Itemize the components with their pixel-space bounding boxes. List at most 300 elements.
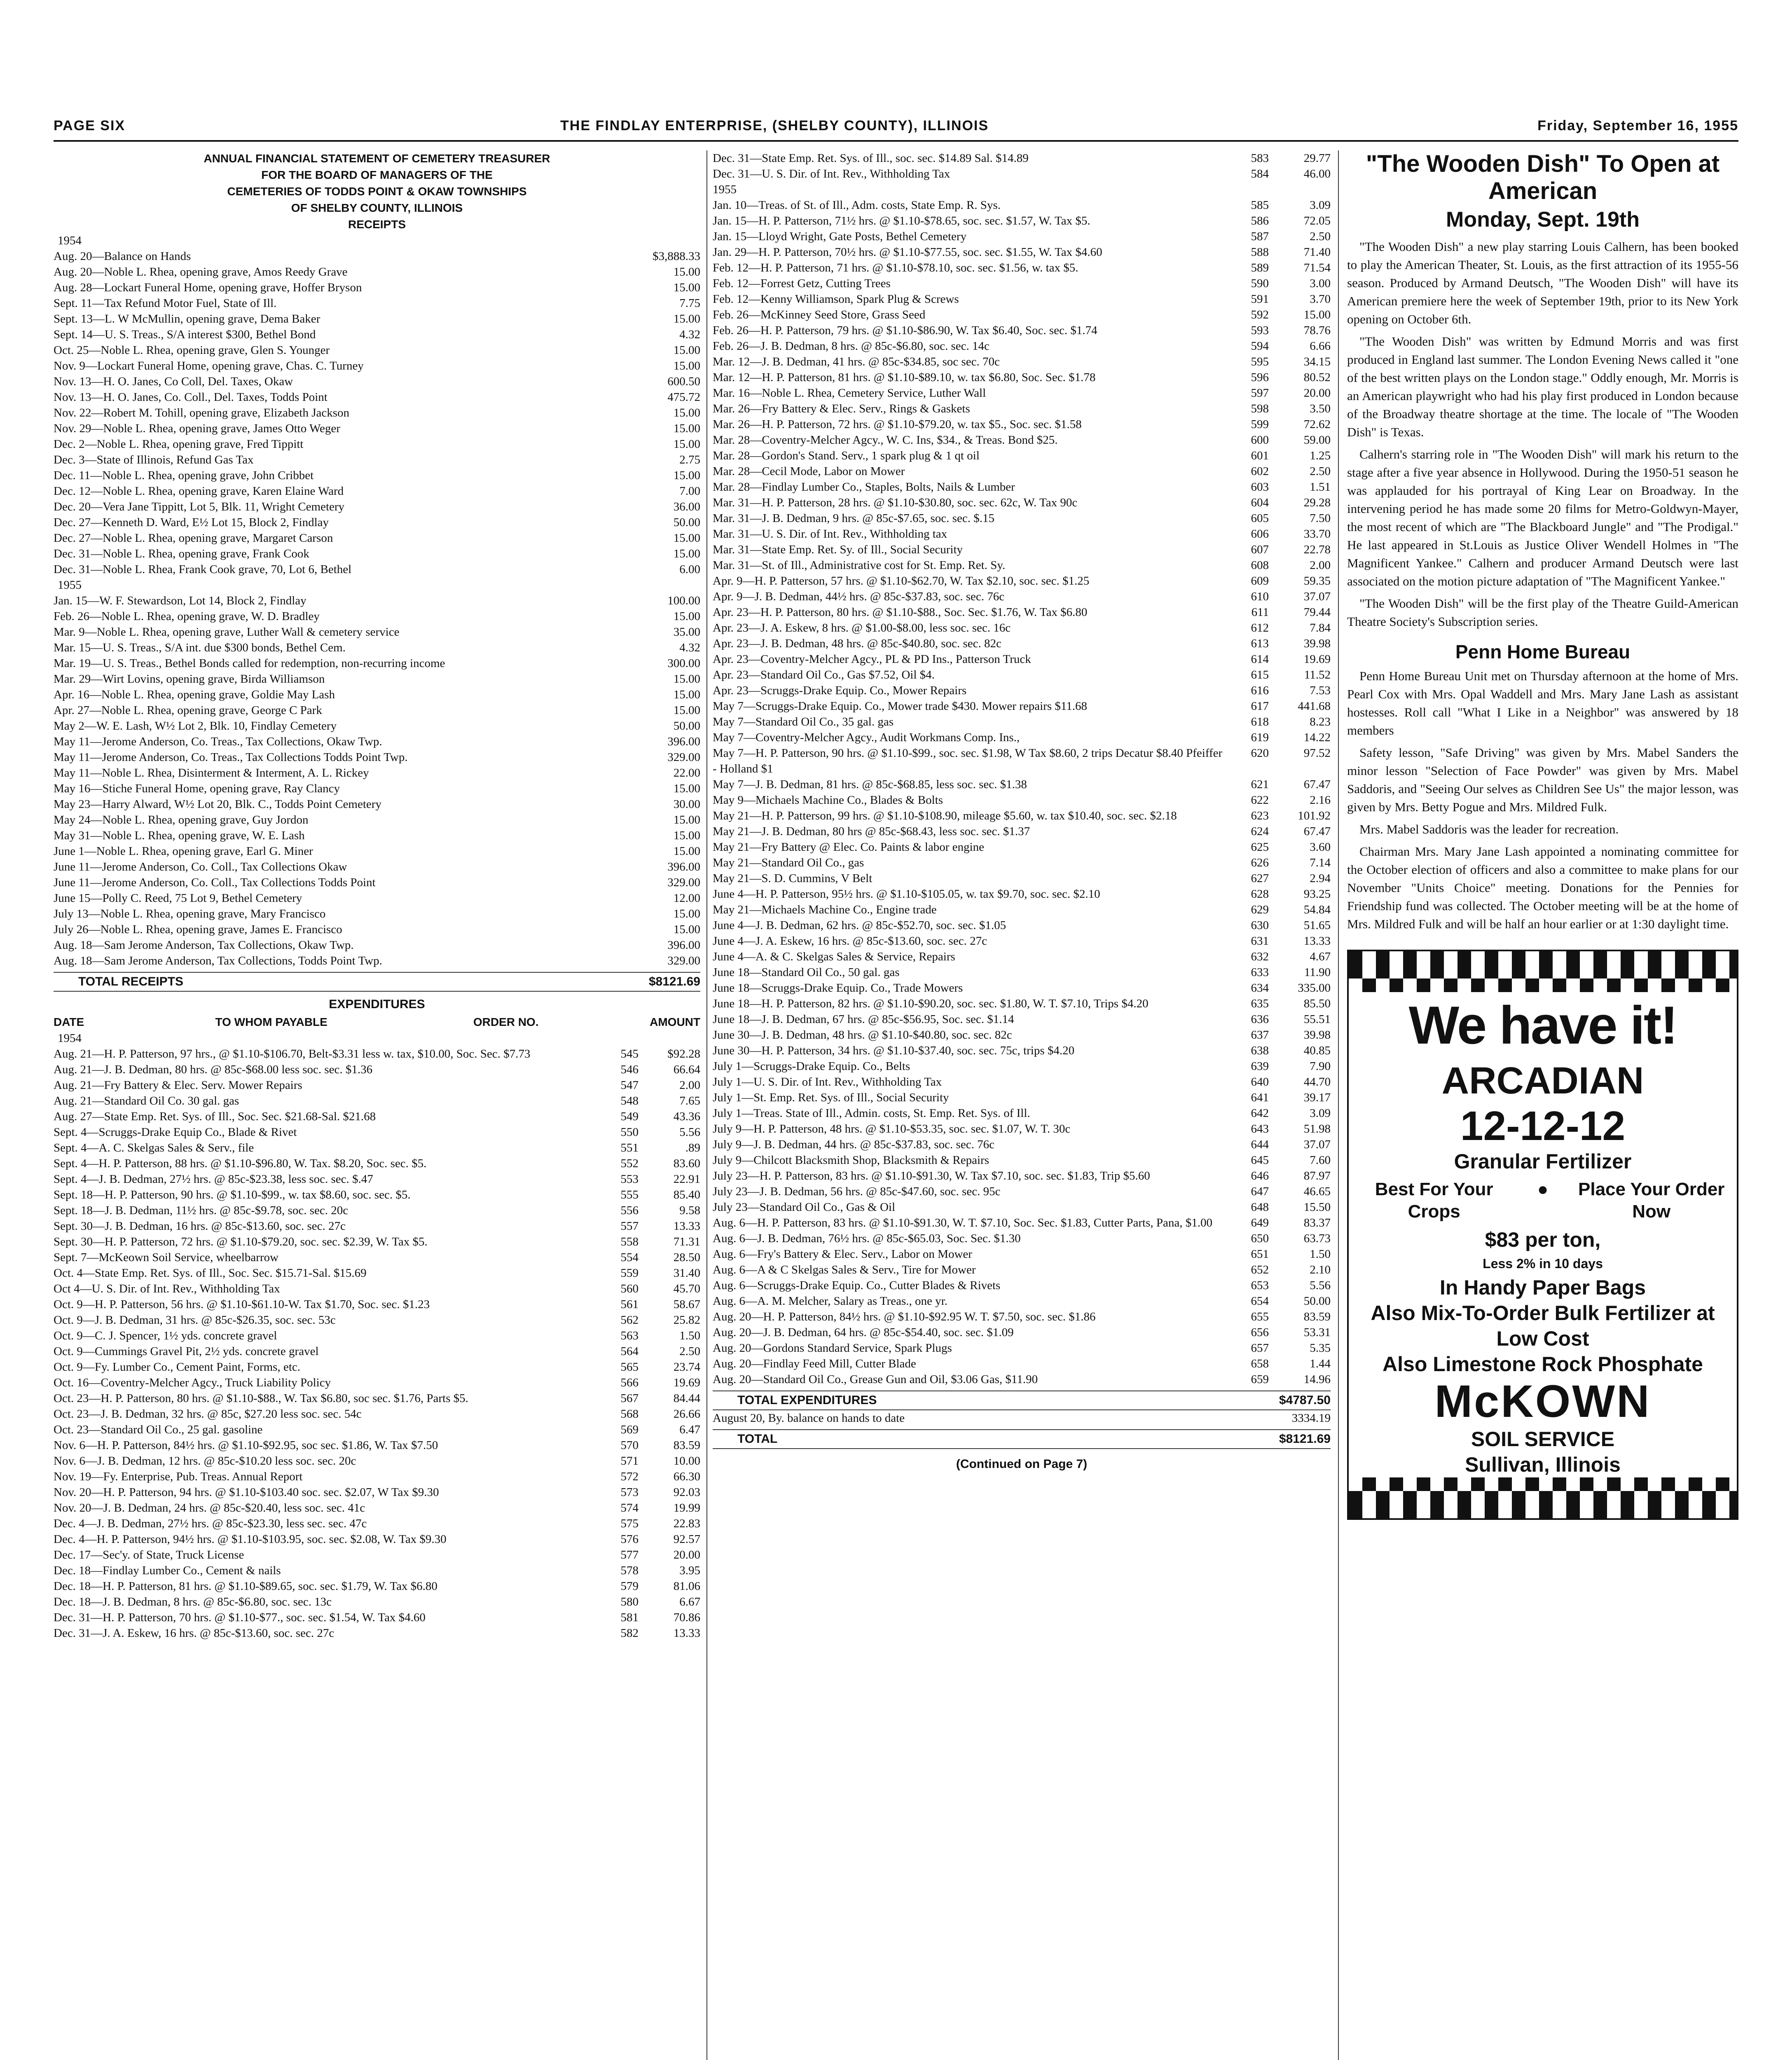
ledger-entry: Apr. 9—J. B. Dedman, 44½ hrs. @ 85c-$37.83, soc. sec. 76c <box>713 590 1005 603</box>
receipts-heading: RECEIPTS <box>348 218 406 231</box>
order-number: 610 <box>1251 590 1269 603</box>
amount: 40.85 <box>1303 1044 1331 1057</box>
ledger-entry: Sept. 7—McKeown Soil Service, wheelbarrow <box>54 1251 279 1264</box>
ledger-entry: Mar. 12—H. P. Patterson, 81 hrs. @ $1.10-$89.10, w. tax $6.80, Soc. Sec. $1.78 <box>713 371 1096 384</box>
ledger-entry: Nov. 9—Lockart Funeral Home, opening grave, Chas. C. Turney <box>54 359 364 372</box>
ledger-entry: Aug. 6—H. P. Patterson, 83 hrs. @ $1.10-$91.30, W. T. $7.10, Soc. Sec. $1.83, Cutter Parts, Pana, $1.00 <box>713 1216 1212 1229</box>
amount: 7.90 <box>1310 1060 1331 1073</box>
amount: 50.00 <box>673 516 700 529</box>
ledger-row <box>54 1437 700 1453</box>
amount: 25.82 <box>673 1313 700 1327</box>
order-number: 614 <box>1251 653 1269 666</box>
ledger-entry: July 1—Scruggs-Drake Equip. Co., Belts <box>713 1060 910 1073</box>
ledger-row <box>713 182 1331 197</box>
ledger-entry: June 1—Noble L. Rhea, opening grave, Earl G. Miner <box>54 845 313 858</box>
ledger-row <box>54 1077 700 1093</box>
ledger-row <box>713 651 1331 667</box>
order-number: 578 <box>620 1564 639 1577</box>
amount: 84.44 <box>673 1392 700 1405</box>
ledger-row <box>713 683 1331 698</box>
order-number: 608 <box>1251 559 1269 572</box>
amount: 83.59 <box>673 1439 700 1452</box>
year-label: 1955 <box>58 578 82 592</box>
ledger-row <box>54 749 700 765</box>
amount: 7.84 <box>1310 621 1331 634</box>
ledger-row <box>713 1074 1331 1090</box>
expenditures-list-1 <box>54 1046 700 1641</box>
ledger-row <box>713 197 1331 213</box>
ledger-entry: Oct. 9—J. B. Dedman, 31 hrs. @ 85c-$26.35, soc. sec. 53c <box>54 1313 336 1327</box>
amount: 15.00 <box>673 813 700 826</box>
ledger-entry: Nov. 20—J. B. Dedman, 24 hrs. @ 85c-$20.40, less soc. sec. 41c <box>54 1501 365 1515</box>
ledger-row <box>54 342 700 358</box>
amount: 475.72 <box>667 391 700 404</box>
order-number: 630 <box>1251 919 1269 932</box>
article-headline: Penn Home Bureau <box>1455 641 1631 662</box>
ledger-row <box>713 1356 1331 1372</box>
amount: 2.50 <box>679 1345 700 1358</box>
amount: 63.73 <box>1303 1232 1331 1245</box>
ledger-row <box>713 777 1331 792</box>
ledger-row <box>713 401 1331 417</box>
ledger-row <box>54 1469 700 1484</box>
order-number: 627 <box>1251 872 1269 885</box>
amount: 2.16 <box>1310 794 1331 807</box>
amount: 6.47 <box>679 1423 700 1436</box>
ledger-entry: May 21—Fry Battery @ Elec. Co. Paints & labor engine <box>713 840 984 854</box>
ledger-entry: Sept. 4—H. P. Patterson, 88 hrs. @ $1.10-$96.80, W. Tax. $8.20, Soc. sec. $5. <box>54 1157 427 1170</box>
amount: 85.40 <box>673 1188 700 1201</box>
ledger-row <box>713 354 1331 370</box>
ledger-entry: Feb. 26—J. B. Dedman, 8 hrs. @ 85c-$6.80, soc. sec. 14c <box>713 339 990 353</box>
order-number <box>1224 182 1269 197</box>
ledger-entry: May 7—Standard Oil Co., 35 gal. gas <box>713 715 894 728</box>
ledger-row <box>54 1516 700 1531</box>
ledger-entry: Apr. 23—H. P. Patterson, 80 hrs. @ $1.10-$88., Soc. Sec. $1.76, W. Tax $6.80 <box>713 606 1088 619</box>
order-number: 607 <box>1251 543 1269 556</box>
ledger-row <box>54 1171 700 1187</box>
amount: 15.00 <box>673 344 700 357</box>
ledger-entry: Sept. 18—J. B. Dedman, 11½ hrs. @ 85c-$9.78, soc. sec. 20c <box>54 1204 349 1217</box>
ledger-row <box>54 1359 700 1375</box>
amount: 72.05 <box>1303 214 1331 227</box>
ledger-entry: Dec. 2—Noble L. Rhea, opening grave, Fred Tippitt <box>54 438 304 451</box>
ledger-entry: Jan. 15—H. P. Patterson, 71½ hrs. @ $1.10-$78.65, soc. sec. $1.57, W. Tax $5. <box>713 214 1090 227</box>
bullet-icon: ● <box>1537 1179 1549 1199</box>
amount: 396.00 <box>667 939 700 952</box>
amount: 71.54 <box>1303 261 1331 274</box>
ledger-entry: Apr. 23—J. B. Dedman, 48 hrs. @ 85c-$40.80, soc. sec. 82c <box>713 637 1001 650</box>
order-number: 612 <box>1251 621 1269 634</box>
ledger-row <box>713 510 1331 526</box>
order-number: 592 <box>1251 308 1269 321</box>
ledger-entry: Apr. 23—Coventry-Melcher Agcy., PL & PD Ins., Patterson Truck <box>713 653 1031 666</box>
statement-title-line: FOR THE BOARD OF MANAGERS OF THE <box>261 169 493 181</box>
ledger-row <box>713 620 1331 636</box>
ledger-row <box>54 1062 700 1077</box>
order-number: 655 <box>1251 1310 1269 1323</box>
ledger-row <box>54 1203 700 1218</box>
amount: 80.52 <box>1303 371 1331 384</box>
ledger-entry: Nov. 13—H. O. Janes, Co Coll, Del. Taxes, Okaw <box>54 375 293 388</box>
ledger-entry: Dec. 31—Noble L. Rhea, Frank Cook grave, 70, Lot 6, Bethel <box>54 563 352 576</box>
ledger-row <box>54 1610 700 1625</box>
order-number: 554 <box>620 1251 639 1264</box>
order-number: 649 <box>1251 1216 1269 1229</box>
amount: 3.70 <box>1310 293 1331 306</box>
order-number: 638 <box>1251 1044 1269 1057</box>
amount: 43.36 <box>673 1110 700 1123</box>
order-number: 551 <box>620 1141 639 1154</box>
ledger-entry: June 18—J. B. Dedman, 67 hrs. @ 85c-$56.95, Soc. sec. $1.14 <box>713 1013 1014 1026</box>
ledger-entry: Dec. 12—Noble L. Rhea, opening grave, Karen Elaine Ward <box>54 485 344 498</box>
amount: 78.76 <box>1303 324 1331 337</box>
total-expenditures-value: $4787.50 <box>1279 1393 1331 1407</box>
ledger-entry: Oct. 16—Coventry-Melcher Agcy., Truck Liability Policy <box>54 1376 331 1389</box>
order-number: 640 <box>1251 1075 1269 1089</box>
column-header: AMOUNT <box>650 1016 700 1028</box>
order-number: 599 <box>1251 418 1269 431</box>
column-header: TO WHOM PAYABLE <box>215 1016 328 1028</box>
ledger-entry: May 11—Noble L. Rhea, Disinterment & Interment, A. L. Rickey <box>54 766 369 780</box>
ledger-row <box>54 1109 700 1124</box>
amount: 9.58 <box>679 1204 700 1217</box>
amount: 4.32 <box>679 328 700 341</box>
ledger-row <box>54 812 700 828</box>
article-paragraph: Safety lesson, "Safe Driving" was given by Mrs. Mabel Sanders the minor lesson "Selection of Face Powder" was given by Mrs. Mabel Saddoris, and "Seeing Our selves as Children See Us" the major lesson, was given by Mrs. Betty Pogue and Mrs. Mildred Fulk. <box>1347 745 1738 814</box>
ledger-row <box>713 871 1331 886</box>
ledger-row <box>54 1234 700 1250</box>
ledger-entry: Apr. 23—Standard Oil Co., Gas $7.52, Oil $4. <box>713 668 935 681</box>
ledger-row <box>54 1375 700 1390</box>
ledger-row <box>713 1152 1331 1168</box>
article-paragraph: "The Wooden Dish" will be the first play of the Theatre Guild-American Theatre Society's Subscription series. <box>1347 596 1738 629</box>
news-column <box>1347 150 1738 1520</box>
order-number: 574 <box>620 1501 639 1515</box>
article-paragraph: Calhern's starring role in "The Wooden Dish" will mark his return to the stage after a five year absence in Hollywood. During the 1950-51 season he was applauded for his portrayal of King Lear on Broadway. In the intervening period he has made some 20 films for Metro-Goldwyn-Mayer, the most recent of which are "The Blackboard Jungle" and "The Prodigal." He last appeared in St.Louis as Justice Oliver Wendell Holmes in "The Magnificent Yankee." Calhern and producer Armand Deutsch were last associated on the motion picture adaptation of "The Magnificent Yankee." <box>1347 447 1738 588</box>
ledger-entry: Dec. 20—Vera Jane Tippitt, Lot 5, Blk. 11, Wright Cemetery <box>54 500 345 513</box>
order-number: 591 <box>1251 293 1269 306</box>
amount: 8.23 <box>1310 715 1331 728</box>
ledger-row <box>713 1011 1331 1027</box>
amount: 2.50 <box>1310 230 1331 243</box>
ledger-entry: Aug. 20—Gordons Standard Service, Spark Plugs <box>713 1341 952 1355</box>
ledger-entry: 1955 <box>713 183 737 196</box>
amount: 335.00 <box>1298 981 1331 995</box>
article-wooden-dish <box>1347 150 1738 631</box>
ledger-row <box>54 1140 700 1156</box>
amount: 100.00 <box>667 594 700 607</box>
order-number: 647 <box>1251 1185 1269 1198</box>
ledger-entry: Aug. 20—Noble L. Rhea, opening grave, Amos Reedy Grave <box>54 265 348 279</box>
ledger-row <box>713 150 1331 166</box>
ledger-row <box>54 1500 700 1516</box>
statement-title-line: CEMETERIES OF TODDS POINT & OKAW TOWNSHIPS <box>227 185 527 198</box>
amount: 92.57 <box>673 1533 700 1546</box>
article-paragraph: Chairman Mrs. Mary Jane Lash appointed a nominating committee for the October election of officers and also a committee to make plans for our November "Units Choice" meeting. Donations for the Pennies for Friendship fund was collected. The October meeting will be at the home of Mrs. Mildred Fulk and will be half an hour earlier or at 1:30 daylight time. <box>1347 844 1738 931</box>
ledger-row <box>54 1578 700 1594</box>
amount: 329.00 <box>667 751 700 764</box>
ledger-row <box>713 1168 1331 1184</box>
checker-border <box>1349 951 1737 978</box>
ledger-row <box>54 1093 700 1109</box>
ledger-row <box>713 244 1331 260</box>
ledger-entry: Mar. 31—J. B. Dedman, 9 hrs. @ 85c-$7.65, soc. sec. $.15 <box>713 512 994 525</box>
order-number: 653 <box>1251 1279 1269 1292</box>
order-number: 598 <box>1251 402 1269 415</box>
ledger-entry: Mar. 12—J. B. Dedman, 41 hrs. @ 85c-$34.85, soc sec. 70c <box>713 355 1000 368</box>
ledger-row <box>713 1090 1331 1105</box>
amount <box>1269 182 1331 197</box>
ledger-row <box>54 1406 700 1422</box>
amount: 15.50 <box>1303 1201 1331 1214</box>
ledger-entry: May 7—Coventry-Melcher Agcy., Audit Workmans Comp. Ins., <box>713 731 1020 744</box>
amount: 50.00 <box>1303 1295 1331 1308</box>
ledger-entry: Nov. 13—H. O. Janes, Co. Coll., Del. Taxes, Todds Point <box>54 391 328 404</box>
order-number: 611 <box>1251 606 1269 619</box>
amount: 50.00 <box>673 719 700 733</box>
ledger-entry: June 4—A. & C. Skelgas Sales & Service, Repairs <box>713 950 955 963</box>
order-number: 547 <box>620 1079 639 1092</box>
ledger-row <box>54 765 700 781</box>
ledger-row <box>713 1278 1331 1293</box>
article-paragraph: Penn Home Bureau Unit met on Thursday afternoon at the home of Mrs. Pearl Cox with Mrs. Opal Waddell and Mrs. Mary Jane Lash as assistant hostesses. Roll call "What I Like in a Neighbor" was answered by 18 members <box>1347 669 1738 737</box>
article-subhead: Monday, Sept. 19th <box>1446 208 1640 232</box>
ledger-row <box>54 796 700 812</box>
ledger-entry: Dec. 18—H. P. Patterson, 81 hrs. @ $1.10-$89.65, soc. sec. $1.79, W. Tax $6.80 <box>54 1580 437 1593</box>
ledger-row <box>54 859 700 875</box>
order-number: 569 <box>620 1423 639 1436</box>
ledger-entry: Oct. 23—Standard Oil Co., 25 gal. gasoline <box>54 1423 263 1436</box>
ledger-row <box>713 166 1331 182</box>
ledger-row <box>54 483 700 499</box>
amount: 1.51 <box>1310 480 1331 494</box>
order-number: 602 <box>1251 465 1269 478</box>
ledger-row <box>54 1250 700 1265</box>
ledger-row <box>54 702 700 718</box>
column-header: ORDER NO. <box>473 1016 539 1028</box>
total-receipts-value: $8121.69 <box>648 975 700 988</box>
ad-left-text: Best For Your Crops <box>1375 1179 1493 1222</box>
order-number: 556 <box>620 1204 639 1217</box>
amount: 10.00 <box>673 1454 700 1468</box>
order-number: 644 <box>1251 1138 1269 1151</box>
amount: 53.31 <box>1303 1326 1331 1339</box>
ledger-row <box>713 1184 1331 1199</box>
amount: 300.00 <box>667 657 700 670</box>
issue-date: Friday, September 16, 1955 <box>1537 118 1738 133</box>
order-number: 619 <box>1251 731 1269 744</box>
ledger-row <box>54 1328 700 1344</box>
amount: 1.50 <box>1310 1248 1331 1261</box>
ledger-entry: Aug. 21—H. P. Patterson, 97 hrs., @ $1.10-$106.70, Belt-$3.31 less w. tax, $10.00, Soc. Sec. $7.73 <box>54 1047 531 1060</box>
ledger-entry: May 21—H. P. Patterson, 99 hrs. @ $1.10-$108.90, mileage $5.60, w. tax $10.40, soc. sec. $2.18 <box>713 809 1177 822</box>
amount: 23.74 <box>673 1360 700 1374</box>
ledger-row <box>713 730 1331 745</box>
amount: 97.52 <box>1303 747 1331 760</box>
amount: 36.00 <box>673 500 700 513</box>
amount: 2.94 <box>1310 872 1331 885</box>
ledger-row <box>713 495 1331 510</box>
ledger-entry: Aug. 21—Standard Oil Co. 30 gal. gas <box>54 1094 239 1107</box>
ledger-row <box>54 264 700 280</box>
ledger-entry: Mar. 9—Noble L. Rhea, opening grave, Luther Wall & cemetery service <box>54 625 400 639</box>
ledger-row <box>54 1297 700 1312</box>
amount: 15.00 <box>673 312 700 325</box>
ledger-row <box>713 698 1331 714</box>
ledger-entry: Dec. 3—State of Illinois, Refund Gas Tax <box>54 453 254 466</box>
amount: 83.60 <box>673 1157 700 1170</box>
ledger-row <box>713 1231 1331 1246</box>
ledger-row <box>54 499 700 515</box>
ledger-entry: Jan. 10—Treas. of St. of Ill., Adm. costs, State Emp. R. Sys. <box>713 199 1001 212</box>
ledger-row <box>54 1531 700 1547</box>
amount: 44.70 <box>1303 1075 1331 1089</box>
ledger-entry: June 30—H. P. Patterson, 34 hrs. @ $1.10-$37.40, soc. sec. 75c, trips $4.20 <box>713 1044 1075 1057</box>
ledger-entry: Aug. 20—Findlay Feed Mill, Cutter Blade <box>713 1357 916 1370</box>
order-number: 652 <box>1251 1263 1269 1276</box>
order-number: 643 <box>1251 1122 1269 1135</box>
amount: 22.00 <box>673 766 700 780</box>
ledger-row <box>54 530 700 546</box>
order-number: 596 <box>1251 371 1269 384</box>
ledger-entry: May 31—Noble L. Rhea, opening grave, W. E. Lash <box>54 829 305 842</box>
order-number: 563 <box>620 1329 639 1342</box>
ledger-entry: June 4—J. B. Dedman, 62 hrs. @ 85c-$52.70, soc. sec. $1.05 <box>713 919 1006 932</box>
ledger-row <box>54 1187 700 1203</box>
ledger-entry: June 4—H. P. Patterson, 95½ hrs. @ $1.10-$105.05, w. tax $9.70, soc. sec. $2.10 <box>713 887 1100 901</box>
order-number: 593 <box>1251 324 1269 337</box>
total-receipts <box>54 972 700 992</box>
ledger-entry: Aug. 6—J. B. Dedman, 76½ hrs. @ 85c-$65.03, Soc. Sec. $1.30 <box>713 1232 1021 1245</box>
amount: 15.00 <box>673 610 700 623</box>
order-number: 631 <box>1251 934 1269 948</box>
ledger-row <box>54 358 700 374</box>
order-number: 577 <box>620 1548 639 1561</box>
amount: 20.00 <box>673 1548 700 1561</box>
order-number: 609 <box>1251 574 1269 588</box>
ledger-entry: Sept. 4—J. B. Dedman, 27½ hrs. @ 85c-$23.38, less soc. sec. $.47 <box>54 1173 373 1186</box>
article-paragraph: Mrs. Mabel Saddoris was the leader for recreation. <box>1359 822 1619 836</box>
ledger-entry: Oct. 9—Fy. Lumber Co., Cement Paint, Forms, etc. <box>54 1360 301 1374</box>
amount: 15.00 <box>1303 308 1331 321</box>
statement-title <box>54 150 700 233</box>
ledger-entry: Sept. 11—Tax Refund Motor Fuel, State of Ill. <box>54 297 277 310</box>
ledger-entry: Dec. 31—Noble L. Rhea, opening grave, Frank Cook <box>54 547 309 560</box>
ledger-entry: Nov. 29—Noble L. Rhea, opening grave, James Otto Weger <box>54 422 340 435</box>
ledger-row <box>713 745 1331 777</box>
order-number: 650 <box>1251 1232 1269 1245</box>
ledger-row <box>713 1293 1331 1309</box>
amount: 7.65 <box>679 1094 700 1107</box>
order-number: 595 <box>1251 355 1269 368</box>
amount: 3.50 <box>1310 402 1331 415</box>
ledger-row <box>713 542 1331 557</box>
amount: 59.00 <box>1303 433 1331 447</box>
ledger-entry: May 2—W. E. Lash, W½ Lot 2, Blk. 10, Findlay Cemetery <box>54 719 337 733</box>
order-number: 562 <box>620 1313 639 1327</box>
amount: 3.09 <box>1310 1107 1331 1120</box>
order-number: 642 <box>1251 1107 1269 1120</box>
ledger-row <box>713 526 1331 542</box>
ledger-entry: Sept. 13—L. W McMullin, opening grave, Dema Baker <box>54 312 321 325</box>
ledger-entry: Dec. 17—Sec'y. of State, Truck License <box>54 1548 244 1561</box>
ledger-entry: May 16—Stiche Funeral Home, opening grave, Ray Clancy <box>54 782 340 795</box>
ledger-entry: Aug. 6—Fry's Battery & Elec. Serv., Labor on Mower <box>713 1248 972 1261</box>
masthead-rule <box>54 140 1738 142</box>
amount: 5.56 <box>679 1126 700 1139</box>
ledger-row <box>54 295 700 311</box>
ledger-entry: Feb. 12—H. P. Patterson, 71 hrs. @ $1.10-$78.10, soc. sec. $1.56, w. tax $5. <box>713 261 1078 274</box>
amount: $92.28 <box>667 1047 700 1060</box>
amount: 37.07 <box>1303 590 1331 603</box>
ledger-row <box>54 1218 700 1234</box>
amount: 15.00 <box>673 782 700 795</box>
amount: 15.00 <box>673 688 700 701</box>
ledger-row <box>54 1281 700 1297</box>
ledger-row <box>713 213 1331 229</box>
fertilizer-advertisement <box>1347 950 1738 1520</box>
order-number: 576 <box>620 1533 639 1546</box>
column-header: DATE <box>54 1016 84 1028</box>
ledger-row <box>54 593 700 609</box>
ledger-entry: July 1—Treas. State of Ill., Admin. costs, St. Emp. Ret. Sys. of Ill. <box>713 1107 1030 1120</box>
ledger-entry: Aug. 28—Lockart Funeral Home, opening grave, Hoffer Bryson <box>54 281 362 294</box>
order-number: 559 <box>620 1266 639 1280</box>
ledger-row <box>713 964 1331 980</box>
ledger-entry: Dec. 31—State Emp. Ret. Sys. of Ill., soc. sec. $14.89 Sal. $14.89 <box>713 152 1029 165</box>
amount: 37.07 <box>1303 1138 1331 1151</box>
ledger-row <box>54 890 700 906</box>
ledger-entry: Nov. 20—H. P. Patterson, 94 hrs. @ $1.10-$103.40 soc. sec. $2.07, W Tax $9.30 <box>54 1486 439 1499</box>
amount: 1.50 <box>679 1329 700 1342</box>
ledger-entry: Jan. 15—W. F. Stewardson, Lot 14, Block 2, Findlay <box>54 594 306 607</box>
ledger-row <box>713 464 1331 479</box>
order-number: 555 <box>620 1188 639 1201</box>
ledger-entry: Mar. 19—U. S. Treas., Bethel Bonds called for redemption, non-recurring income <box>54 657 445 670</box>
page-number: PAGE SIX <box>54 118 126 133</box>
amount: 14.96 <box>1303 1373 1331 1386</box>
ledger-entry: Aug. 27—State Emp. Ret. Sys. of Ill., Soc. Sec. $21.68-Sal. $21.68 <box>54 1110 376 1123</box>
newspaper-name: THE FINDLAY ENTERPRISE, (SHELBY COUNTY), ILLINOIS <box>560 118 989 133</box>
grand-total-label: TOTAL <box>737 1432 778 1446</box>
order-number: 629 <box>1251 903 1269 916</box>
order-number: 625 <box>1251 840 1269 854</box>
order-number: 623 <box>1251 809 1269 822</box>
ledger-row <box>54 374 700 389</box>
ledger-row <box>54 1390 700 1406</box>
order-number: 586 <box>1251 214 1269 227</box>
amount: 71.31 <box>673 1235 700 1248</box>
ledger-row <box>54 1484 700 1500</box>
amount: 83.37 <box>1303 1216 1331 1229</box>
ad-company: McKOWN <box>1434 1376 1651 1427</box>
amount: 4.32 <box>679 641 700 654</box>
checker-border <box>1349 1477 1737 1491</box>
ledger-row <box>713 1105 1331 1121</box>
ledger-row <box>713 1121 1331 1137</box>
amount: 67.47 <box>1303 778 1331 791</box>
order-number: 560 <box>620 1282 639 1295</box>
order-number: 645 <box>1251 1154 1269 1167</box>
ledger-row <box>54 421 700 436</box>
order-number: 565 <box>620 1360 639 1374</box>
ledger-row <box>54 843 700 859</box>
amount: 67.47 <box>1303 825 1331 838</box>
order-number: 583 <box>1251 152 1269 165</box>
receipts-1955-list <box>54 593 700 969</box>
amount: 22.91 <box>673 1173 700 1186</box>
